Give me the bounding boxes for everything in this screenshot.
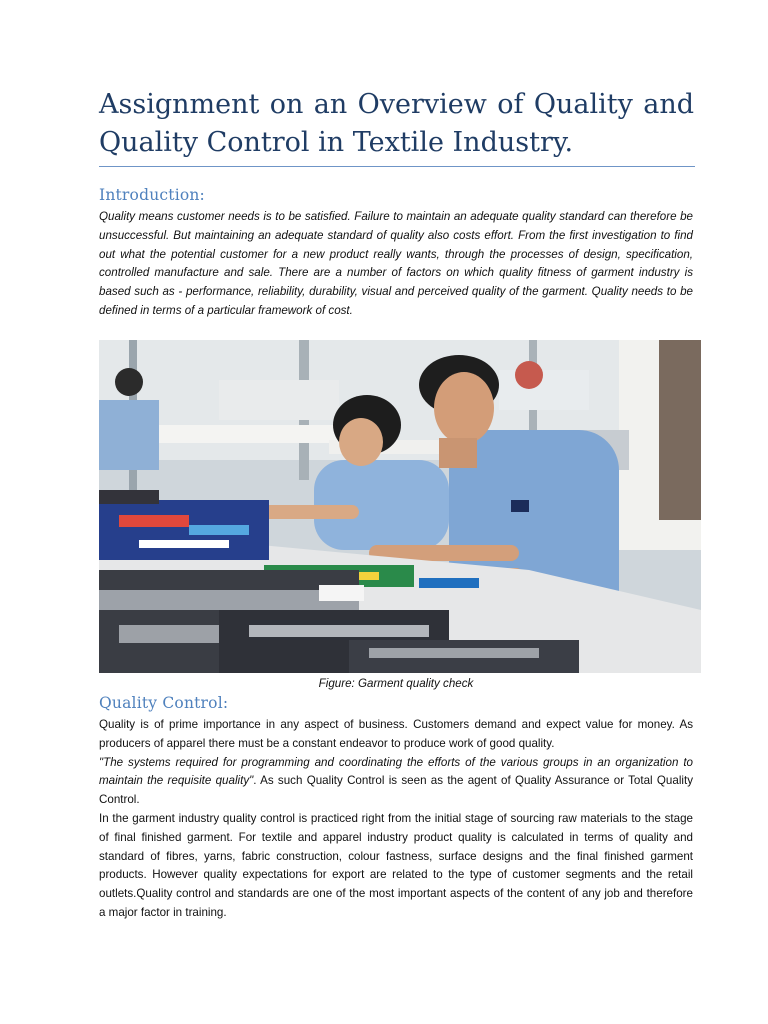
quality-control-body bbox=[99, 716, 693, 923]
quality-control-quote: "The systems required for programming and coordinating the efforts of the various groups in an organization to maintain the requisite quality" bbox=[99, 755, 693, 788]
figure-caption: Figure: Garment quality check bbox=[318, 677, 474, 690]
garment-quality-check-photo bbox=[99, 340, 701, 673]
quality-control-paragraph-3: In the garment industry quality control is practiced right from the initial stage of sourcing raw materials to the stage of final finished garment. For textile and apparel industry product quality is calculated in terms of quality and standard of fibres, yarns, fabric construction, colour fastness, surface designs and the final finished garment products. However quality expectations for export are related to the type of customer segments and the retail outlets.Quality control and standards are one of the most important aspects of the content of any job and therefore a major factor in training. bbox=[99, 811, 693, 919]
quality-control-paragraph-2 bbox=[99, 754, 693, 810]
quality-control-paragraph-2-tail: . As such Quality Control is seen as the agent of Quality Assurance or Total Quality Control. bbox=[99, 774, 693, 807]
introduction-paragraph: Quality means customer needs is to be satisfied. Failure to maintain an adequate quality standard can therefore be unsuccessful. But maintaining an adequate standard of quality also costs effort. From the first investigation to find out what the potential customer for a new product really wants, through the processes of design, specification, controlled manufacture and sale. There are a number of factors on which quality fitness of garment industry is based such as - performance, reliability, durability, visual and perceived quality of the garment. Quality needs to be defined in terms of a particular framework of cost. bbox=[99, 210, 693, 317]
document-title: Assignment on an Overview of Quality and Quality Control in Textile Industry. bbox=[99, 89, 694, 158]
introduction-heading: Introduction: bbox=[99, 186, 205, 204]
title-divider bbox=[99, 166, 695, 167]
quality-control-paragraph-1: Quality is of prime importance in any aspect of business. Customers demand and expect value for money. As producers of apparel there must be a constant endeavor to produce work of good quality. bbox=[99, 718, 693, 750]
quality-control-heading: Quality Control: bbox=[99, 694, 229, 712]
